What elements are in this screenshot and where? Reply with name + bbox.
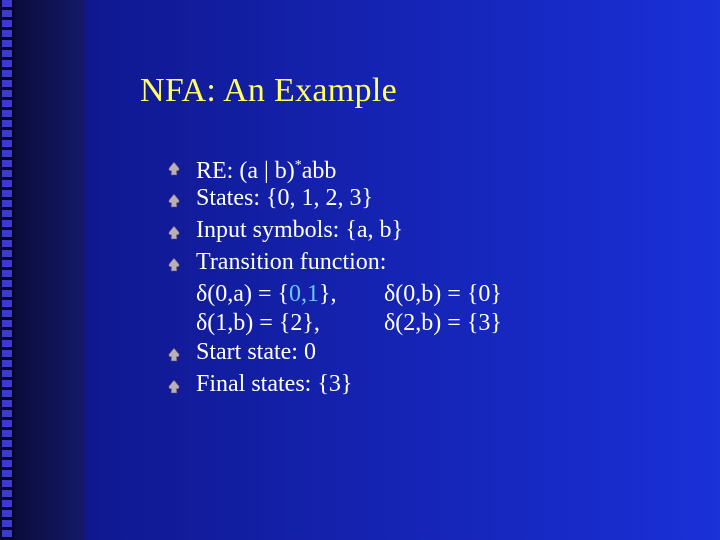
transition-left-2: δ(1,b) = {2},: [196, 310, 320, 336]
spade-bullet-icon: [168, 194, 180, 208]
spade-bullet-icon: [168, 258, 180, 272]
re-star: *: [294, 158, 302, 173]
spade-bullet-icon: [168, 348, 180, 362]
delta-0a-highlight: 0,1: [289, 281, 319, 307]
transition-right-1: δ(0,b) = {0}: [384, 281, 502, 307]
input-symbols-text: Input symbols: {a, b}: [196, 217, 404, 243]
re-suffix: abb: [301, 158, 337, 184]
slide-title: NFA: An Example: [140, 72, 397, 109]
transition-right-2: δ(2,b) = {3}: [384, 310, 502, 336]
spade-bullet-icon: [168, 162, 180, 176]
spade-bullet-icon: [168, 380, 180, 394]
delta-0a-pre: δ(0,a) = {: [196, 281, 289, 307]
re-prefix: RE: (a | b): [196, 158, 295, 184]
left-panel: [14, 0, 86, 540]
states-text: States: {0, 1, 2, 3}: [196, 185, 374, 211]
transition-left-1: [196, 278, 337, 310]
delta-0a-post: },: [319, 281, 337, 307]
left-square-pattern: [2, 0, 12, 540]
transition-text: Transition function:: [196, 249, 387, 275]
final-states-text: Final states: {3}: [196, 371, 353, 397]
start-state-text: Start state: 0: [196, 339, 316, 365]
spade-bullet-icon: [168, 226, 180, 240]
